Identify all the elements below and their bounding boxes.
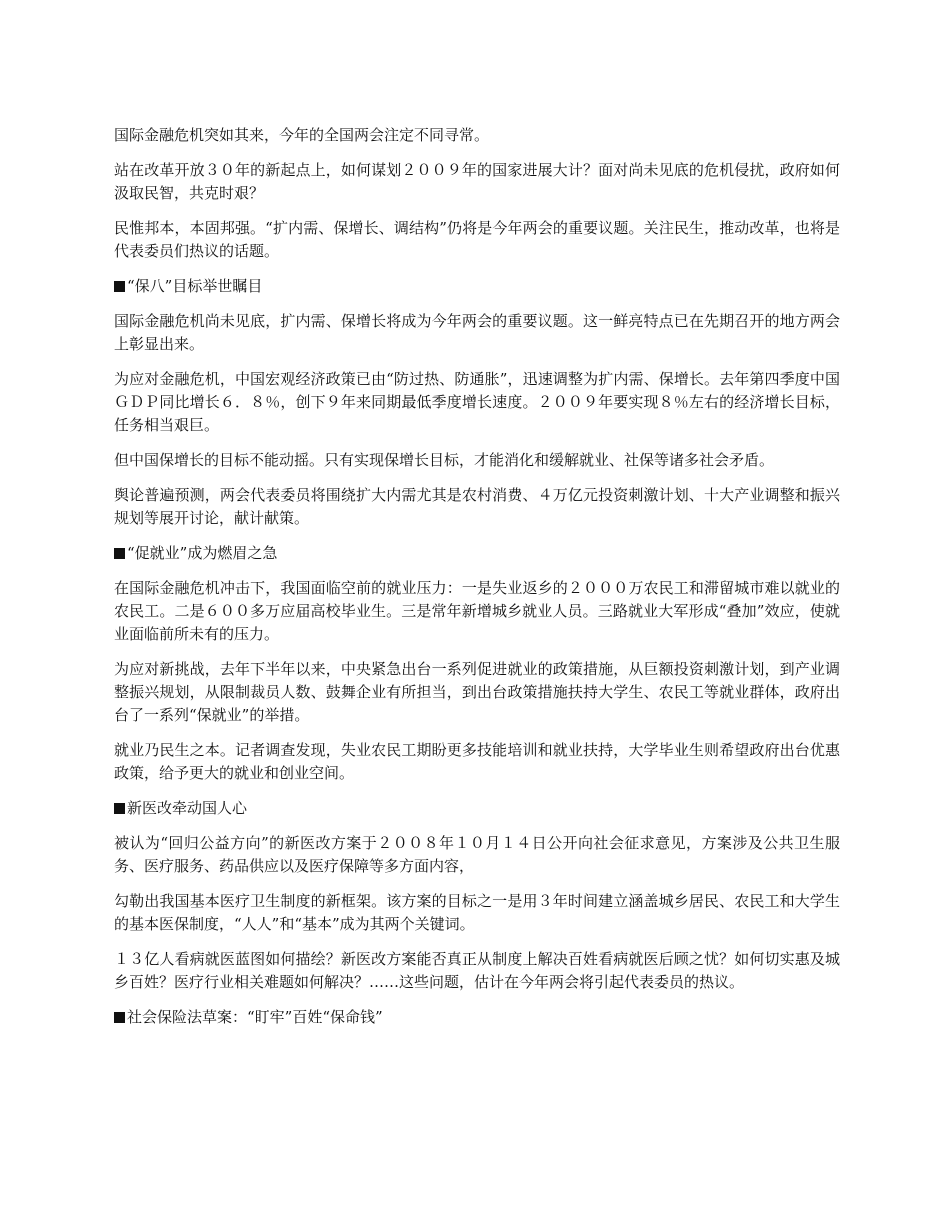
document-body [114, 124, 840, 1041]
paragraph-intro: 国际金融危机突如其来，今年的全国两会注定不同寻常。 [114, 126, 490, 144]
section-heading-jiuye [114, 542, 840, 565]
paragraph: 被认为“回归公益方向”的新医改方案于２００８年１０月１４日公开向社会征求意见，方案涉及公共卫生服务、医疗服务、药品供应以及医疗保障等多方面内容， [114, 834, 840, 875]
section-heading-yigai [114, 797, 840, 820]
square-bullet-icon [114, 281, 125, 292]
paragraph: 国际金融危机尚未见底，扩内需、保增长将成为今年两会的重要议题。这一鲜亮特点已在先期召开的地方两会上彰显出来。 [114, 312, 840, 353]
section-heading-shebao [114, 1006, 840, 1029]
section-heading-text: 社会保险法草案：“盯牢”百姓“保命钱” [127, 1008, 383, 1026]
paragraph: 民惟邦本，本固邦强。“扩内需、保增长、调结构”仍将是今年两会的重要议题。关注民生，推动改革，也将是代表委员们热议的话题。 [114, 219, 840, 260]
paragraph: 站在改革开放３０年的新起点上，如何谋划２００９年的国家进展大计？面对尚未见底的危机侵扰，政府如何汲取民智，共克时艰？ [114, 161, 840, 202]
paragraph: １３亿人看病就医蓝图如何描绘？新医改方案能否真正从制度上解决百姓看病就医后顾之忧？如何切实惠及城乡百姓？医疗行业相关难题如何解决？……这些问题，估计在今年两会将引起代表委员的热议。 [114, 950, 840, 991]
paragraph: 就业乃民生之本。记者调查发现，失业农民工期盼更多技能培训和就业扶持，大学毕业生则希望政府出台优惠政策，给予更大的就业和创业空间。 [114, 741, 840, 782]
paragraph: 舆论普遍预测，两会代表委员将围绕扩大内需尤其是农村消费、４万亿元投资刺激计划、十大产业调整和振兴规划等展开讨论，献计献策。 [114, 486, 840, 527]
paragraph: 勾勒出我国基本医疗卫生制度的新框架。该方案的目标之一是用３年时间建立涵盖城乡居民、农民工和大学生的基本医保制度，“人人”和“基本”成为其两个关键词。 [114, 892, 840, 933]
paragraph: 为应对新挑战，去年下半年以来，中央紧急出台一系列促进就业的政策措施，从巨额投资刺激计划，到产业调整振兴规划，从限制裁员人数、鼓舞企业有所担当，到出台政策措施扶持大学生、农民工等就业群体，政府出台了一系列“保就业”的举措。 [114, 660, 840, 724]
section-heading-text: 新医改牵动国人心 [127, 799, 248, 817]
section-heading-baoba [114, 275, 840, 298]
section-heading-text: “保八”目标举世瞩目 [127, 277, 263, 295]
paragraph: 在国际金融危机冲击下，我国面临空前的就业压力：一是失业返乡的２０００万农民工和滞留城市难以就业的农民工。二是６００多万应届高校毕业生。三是常年新增城乡就业人员。三路就业大军形成“叠加”效应，使就业面临前所未有的压力。 [114, 579, 840, 643]
square-bullet-icon [114, 803, 125, 814]
paragraph: 为应对金融危机，中国宏观经济政策已由“防过热、防通胀”，迅速调整为扩内需、保增长。去年第四季度中国ＧＤＰ同比增长６．８％，创下９年来同期最低季度增长速度。２００９年要实现８％左右的经济增长目标，任务相当艰巨。 [114, 370, 840, 434]
paragraph: 但中国保增长的目标不能动摇。只有实现保增长目标，才能消化和缓解就业、社保等诸多社会矛盾。 [114, 451, 775, 469]
square-bullet-icon [114, 1012, 125, 1023]
square-bullet-icon [114, 548, 125, 559]
section-heading-text: “促就业”成为燃眉之急 [127, 544, 278, 562]
